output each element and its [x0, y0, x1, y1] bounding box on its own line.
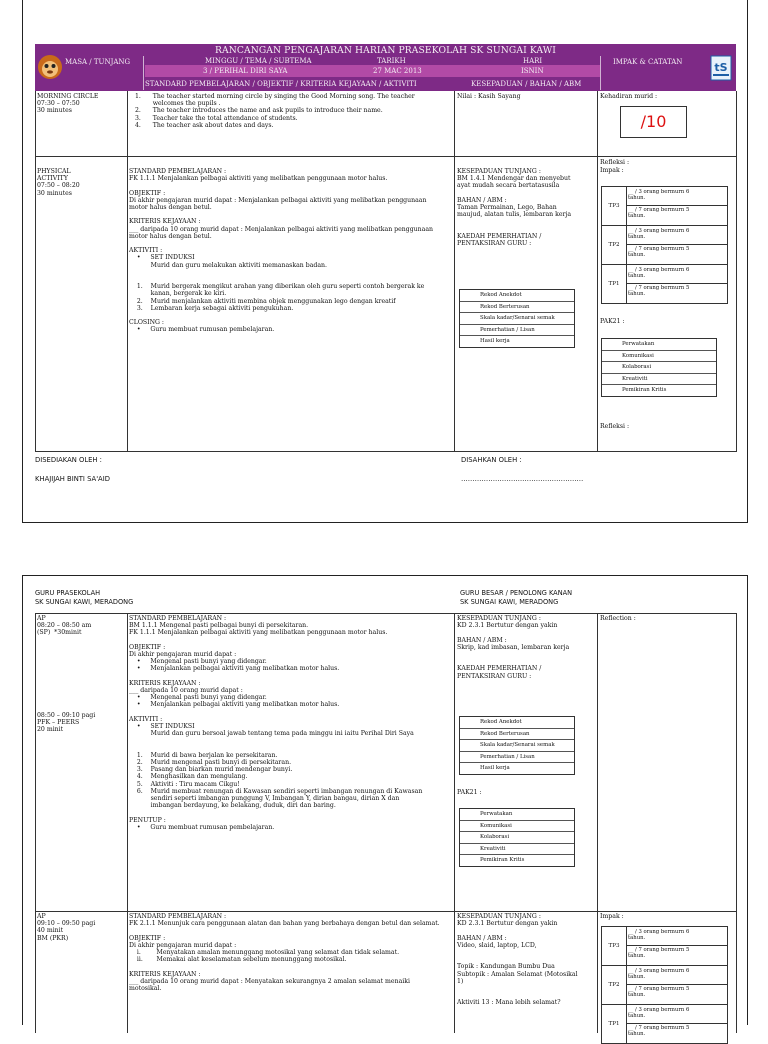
tp-line: __ / 7 orang bermurn 5 tahun.: [628, 285, 690, 297]
divider: [35, 613, 36, 1033]
plan-title: RANCANGAN PENGAJARAN HARIAN PRASEKOLAH SK SUNGAI KAWI: [214, 45, 557, 56]
divider: [127, 91, 128, 451]
section-a: STANDARD PEMBELAJARAN / OBJEKTIF / KRITERIA KEJAYAAN / AKTIVITI: [145, 80, 417, 88]
kaedah-item: Rekod Berterusan: [460, 729, 574, 741]
tp-line: __ / 3 orang bermurn 6 tahun.: [628, 267, 690, 279]
tp-line: __ / 7 orang bermurn 5 tahun.: [628, 246, 690, 258]
refleksi-label: Refleksi :: [600, 423, 630, 430]
nilai: Nilai : Kasih Sayang: [457, 93, 521, 100]
tp-block: [602, 187, 727, 226]
morning-items: 1. The teacher started morning circle by singing the Good Morning song. The teacher welcomes the pupils . 2. The teacher introduces the name and ask pupils to introduce their name. 3. Teacher take the total attendance of students. 4. The teacher ask about dates and days.: [135, 93, 415, 129]
divider: [627, 945, 727, 946]
divider: [35, 91, 36, 451]
tp-block: [602, 265, 727, 303]
divider: [35, 911, 737, 912]
impak-label: Impak :: [600, 913, 624, 920]
tp-table: [601, 186, 728, 304]
divider: [627, 205, 727, 206]
tp-line: __ / 7 orang bermurn 5 tahun.: [628, 986, 690, 998]
row2-kesepaduan: KESEPADUAN TUNJANG : KD 2.3.1 Bertutur dengan yakin BAHAN / ABM : Video, slaid, laptop, LCD, Topik : Kandungan Bumbu Dua Subtopik : Amalan Selamat (Motosikal 1) Aktiviti 13 : Mana lebih selamat?: [457, 913, 578, 1007]
tp-line: __ / 7 orang bermurn 5 tahun.: [628, 947, 690, 959]
kaedah-item: Skala kadar/Senarai semak: [460, 313, 574, 325]
pak21-item: Kreativiti: [602, 374, 716, 386]
physical-kesepaduan: KESEPADUAN TUNJANG : BM 1.4.1 Mendengar dan menyebut ayat mudah secara bertatasusila BAHAN / ABM : Taman Permainan, Lego, Bahan maujud, alatan tulis, lembaran kerja KAEDAH PEMERHATIAN / PENTAKSIRAN GURU :: [457, 168, 572, 248]
tp-line: __ / 7 orang bermurn 5 tahun.: [628, 207, 690, 219]
lesson-plan-page-1: [22, 0, 748, 523]
tp-line: __ / 3 orang bermurn 6 tahun.: [628, 929, 690, 941]
tp-label: TP2: [602, 226, 627, 264]
row1-body: STANDARD PEMBELAJARAN : BM 1.1.1 Mengenal pasti pelbagai bunyi di persekitaran. FK 1.1.1 Menjalankan pelbagai aktiviti yang melibatkan penggunaan motor halus. OBJEKTIF : Di akhir pengajaran murid dapat : • Mengenal pasti bunyi yang didengar. • Menjalankan pelbagai aktiviti yang melibatkan motor halus. KRITERIS KEJAYAAN : ___ daripada 10 orang murid dapat : • Mengenal pasti bunyi yang didengar. • Menjalankan pelbagai aktiviti yang melibatkan motor halus. AKTIVITI : • SET INDUKSI Murid dan guru bersoal jawab tentang tema pada minggu ini iaitu Perihal Diri Saya 1. Murid di bawa berjalan ke persekitaran. 2. Murid mengenal pasti bunyi di persekitaran. 3. Pasang dan biarkan murid mendengar bunyi. 4. Menghasilkan dan mengulang. 5. Aktiviti : Tiru macam Cikgu! 6. Murid membuat renungan di Kawasan sendiri seperti imbangan renungan di Kawasan sendiri seperti imbangan punggung V, Imbangan Y, dirian bangau, dirian X dan imbangan berdayung, ke belakang, duduk, diri dan baring. PENUTUP : • Guru membuat rumusan pembelajaran.: [129, 615, 423, 831]
tp-block: [602, 1005, 727, 1043]
divider: [597, 91, 598, 451]
pak21-checklist: [601, 338, 717, 397]
divider: [35, 613, 737, 614]
guru-prasekolah: GURU PRASEKOLAH SK SUNGAI KAWI, MERADONG: [35, 589, 134, 606]
divider: [597, 613, 598, 1033]
tp-label: TP2: [602, 966, 627, 1004]
guru-besar: GURU BESAR / PENOLONG KANAN SK SUNGAI KAWI, MERADONG: [460, 589, 573, 606]
divider: [736, 613, 737, 1033]
col-minggu: MINGGU / TEMA / SUBTEMA: [205, 57, 312, 65]
row1-time: AP 08:20 – 08:50 am (SP) *30minit: [37, 615, 92, 637]
svg-text:tS: tS: [714, 61, 728, 74]
plan-header: [35, 44, 736, 91]
pak21-label: PAK21 :: [600, 318, 625, 325]
physical-time: PHYSICAL ACTIVITY 07:50 – 08:20 30 minutes: [37, 168, 80, 197]
divider: [454, 91, 455, 451]
kaedah-item: Hasil kerja: [480, 338, 510, 344]
kaedah-checklist: [459, 289, 575, 348]
tp-label: TP3: [602, 927, 627, 965]
header-values-row: [145, 65, 600, 77]
row1-time2: 08:50 – 09:10 pagi PFK – PEERS 20 minit: [37, 712, 96, 734]
header-section-row: [35, 78, 736, 90]
kaedah-item: Hasil kerja: [480, 765, 510, 771]
val-tarikh: 27 MAC 2013: [373, 67, 422, 75]
val-hari: ISNIN: [521, 67, 544, 75]
col-impak: IMPAK & CATATAN: [613, 58, 683, 66]
section-b: KESEPADUAN / BAHAN / ABM: [471, 80, 582, 88]
divider: [736, 91, 737, 451]
pak21-item: Komunikasi: [602, 351, 716, 363]
pak21-item: Kolaborasi: [460, 832, 574, 844]
disahkan-label: DISAHKAN OLEH :: [461, 456, 522, 464]
divider: [627, 283, 727, 284]
tp-line: __ / 3 orang bermurn 6 tahun.: [628, 228, 690, 240]
tp-label: TP1: [602, 265, 627, 303]
school-badge-icon: [710, 55, 732, 81]
disediakan-label: DISEDIAKAN OLEH :: [35, 456, 102, 464]
kaedah-item: Rekod Anekdot: [460, 290, 574, 302]
attendance-score: /10: [620, 106, 687, 138]
tp-block: [602, 226, 727, 265]
col-tarikh: TARIKH: [377, 57, 406, 65]
morning-time: MORNING CIRCLE 07:30 – 07:50 30 minutes: [37, 93, 99, 115]
divider: [627, 984, 727, 985]
tp-line: __ / 3 orang bermurn 6 tahun.: [628, 968, 690, 980]
kaedah-item: Pemerhatian / Lisan: [460, 752, 574, 764]
divider: [35, 156, 737, 157]
refleksi-label: Refleksi :: [600, 159, 630, 166]
kaedah-item: Skala kadar/Senarai semak: [460, 740, 574, 752]
val-minggu: 3 / PERIHAL DIRI SAYA: [203, 67, 288, 75]
divider: [35, 451, 737, 452]
kaedah-checklist: [459, 716, 575, 775]
kaedah-item: Rekod Anekdot: [460, 717, 574, 729]
tp-line: __ / 7 orang bermurn 5 tahun.: [628, 1025, 690, 1037]
pak21-item: Kolaborasi: [602, 362, 716, 374]
impak-label: Impak :: [600, 167, 624, 174]
row1-kesepaduan: KESEPADUAN TUNJANG : KD 2.3.1 Bertutur dengan yakin BAHAN / ABM : Skrip, kad imbasan, lembaran kerja KAEDAH PEMERHATIAN / PENTAKSIRAN GURU :: [457, 615, 570, 680]
row2-time: AP 09:10 – 09:50 pagi 40 minit BM (PKR): [37, 913, 96, 942]
pak21-item: Pemikiran Kritis: [622, 387, 667, 393]
col-hari: HARI: [523, 57, 543, 65]
kaedah-item: Rekod Berterusan: [460, 302, 574, 314]
col-masa: MASA / TUNJANG: [65, 58, 131, 66]
pak21-checklist: [459, 808, 575, 867]
tp-block: [602, 966, 727, 1005]
pak21-item: Perwatakan: [460, 809, 574, 821]
pak21-label: PAK21 :: [457, 789, 482, 796]
divider: [127, 613, 128, 1033]
tp-block: [602, 927, 727, 966]
tp-line: __ / 3 orang bermurn 6 tahun.: [628, 189, 690, 201]
row2-body: STANDARD PEMBELAJARAN : FK 2.1.1 Menunjuk cara penggunaan alatan dan bahan yang berbahaya dengan betul dan selamat. OBJEKTIF : Di akhir pengajaran murid dapat : i. Menyatakan amalan menunggang motosikal yang selamat dan tidak selamat. ii. Memakai alat keselamatan sebelum menunggang motosikal. KRITERIS KEJAYAAN : ___ daripada 10 orang murid dapat : Menyatakan sekurangnya 2 amalan selamat menaiki motosikal.: [129, 913, 440, 993]
signature-line: ………………………………………………: [461, 475, 584, 483]
divider: [454, 613, 455, 1033]
pak21-item: Kreativiti: [460, 844, 574, 856]
tp-label: TP1: [602, 1005, 627, 1043]
reflection-label: Reflection :: [600, 615, 636, 622]
lesson-plan-page-2: [22, 575, 748, 1037]
kaedah-item: Pemerhatian / Lisan: [460, 325, 574, 337]
pak21-item: Perwatakan: [602, 339, 716, 351]
physical-body: STANDARD PEMBELAJARAN : FK 1.1.1 Menjalankan pelbagai aktiviti yang melibatkan penggunaan motor halus. OBJEKTIF : Di akhir pengajaran murid dapat : Menjalankan pelbagai aktiviti yang melibatkan penggunaan motor halus dengan betul. KRITERIS KEJAYAAN : ___ daripada 10 orang murid dapat : Menjalankan pelbagai aktiviti yang melibatkan penggunaan motor halus dengan betul. AKTIVITI : • SET INDUKSI Murid dan guru melakukan aktiviti memanaskan badan. 1. Murid bergerak mengikut arahan yang diberikan oleh guru seperti contoh bergerak ke kanan, bergerak ke kiri. 2. Murid menjalankan aktiviti membina objek menggunakan lego dengan kreatif 3. Lembaran kerja sebagai aktiviti pengukuhan. CLOSING : • Guru membuat rumusan pembelajaran.: [129, 168, 434, 334]
tp-line: __ / 3 orang bermurn 6 tahun.: [628, 1007, 690, 1019]
tp-label: TP3: [602, 187, 627, 225]
monkey-logo-icon: [37, 54, 63, 80]
pak21-item: Pemikiran Kritis: [480, 857, 525, 863]
divider: [627, 244, 727, 245]
kehadiran-label: Kehadiran murid :: [600, 93, 658, 100]
pak21-item: Komunikasi: [460, 821, 574, 833]
tp-table: [601, 926, 728, 1044]
teacher-name: KHAJIJAH BINTI SA'AID: [35, 475, 110, 483]
